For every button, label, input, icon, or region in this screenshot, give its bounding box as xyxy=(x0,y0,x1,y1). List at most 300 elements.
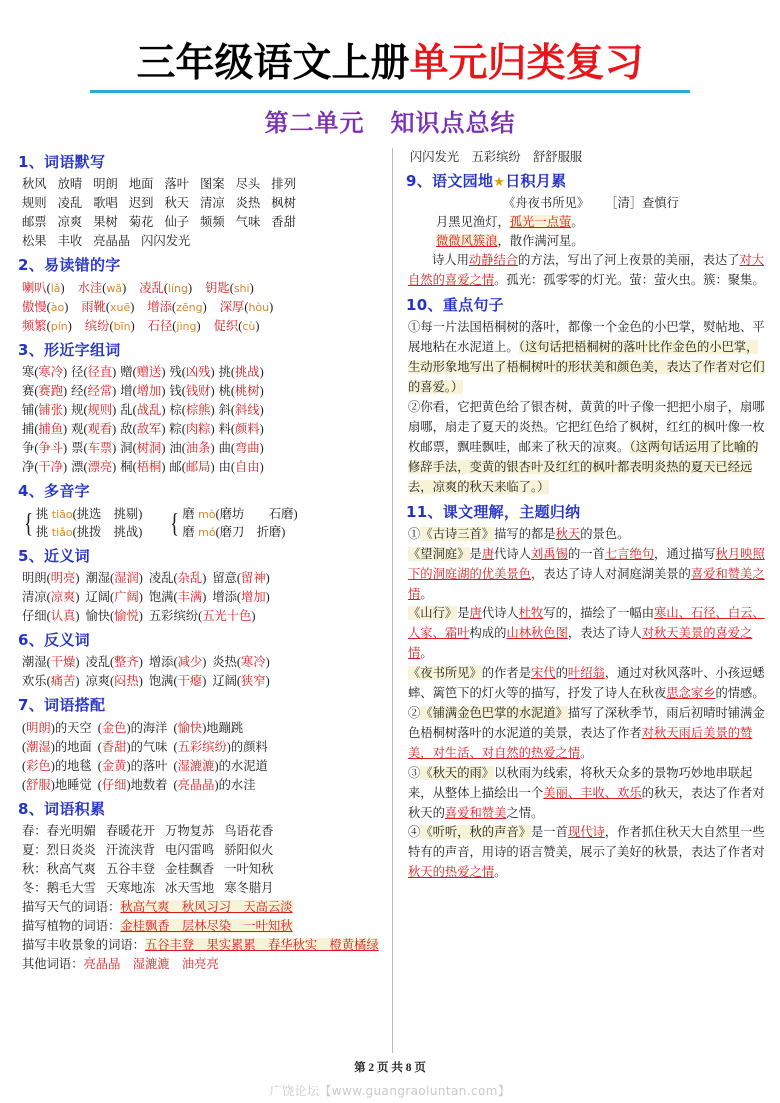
answer-text: 对秋天美景的喜爱之情 xyxy=(408,626,753,661)
paren: ) xyxy=(226,739,231,754)
synonym-term: 潮湿 xyxy=(85,570,111,585)
char-word: 桃树 xyxy=(234,384,260,399)
poem-line xyxy=(406,213,766,232)
pronunciation-item xyxy=(22,281,65,295)
paren: ( xyxy=(236,570,242,585)
char-word: 增加 xyxy=(136,384,162,399)
item-index: ① xyxy=(408,320,421,335)
synonym-answer: 杂乱 xyxy=(177,570,203,585)
category-answer: 秋高气爽 秋风习习 天高云淡 xyxy=(120,900,293,915)
char-word: 赠送 xyxy=(136,365,162,380)
paren: ( xyxy=(230,460,235,475)
paren: ) xyxy=(50,777,55,792)
char-word: 捕鱼 xyxy=(38,422,64,437)
section-heading-7 xyxy=(18,694,381,717)
dictation-word: 明朗 xyxy=(93,177,118,192)
section-heading-9 xyxy=(406,170,766,193)
paren: ( xyxy=(83,403,88,418)
similar-char-row xyxy=(18,439,381,458)
paren: ) xyxy=(63,441,68,456)
antonym-answer: 闷热 xyxy=(114,674,139,689)
answer-text: 对秋天雨后美景的赞美，对生活、对自然的热爱之情 xyxy=(408,725,753,760)
text-title: 《望洞庭》 xyxy=(408,546,470,561)
paren: ( xyxy=(97,777,102,792)
category-answer: 金桂飘香 层林尽染 一叶知秋 xyxy=(120,919,293,934)
season-word: 春光明媚 xyxy=(46,823,96,838)
pronunciation-item xyxy=(78,281,127,295)
body-text: 的景色。 xyxy=(580,526,630,541)
synonym-term: 五彩缤纷 xyxy=(148,608,199,623)
season-word: 秋高气爽 xyxy=(46,862,96,877)
polyphonic-chars-list xyxy=(18,505,381,542)
text-title: 《夜书所见》 xyxy=(408,666,482,681)
season-label: 冬： xyxy=(22,881,47,896)
dictation-row xyxy=(18,194,381,213)
category-answer: 亮晶晶 湿漉漉 油亮亮 xyxy=(83,957,219,972)
section-title-11: 课文理解，主题归纳 xyxy=(442,502,581,521)
paren: ( xyxy=(110,570,115,585)
collocation-noun: 的气味 xyxy=(130,739,168,754)
similar-char-item xyxy=(169,422,214,436)
synonym-term: 仔细 xyxy=(22,608,47,623)
paren: ( xyxy=(83,460,88,475)
char-word: 敌军 xyxy=(136,422,162,437)
collocation-noun: 地睡觉 xyxy=(54,777,92,792)
char-word: 自由 xyxy=(234,460,260,475)
antonym-item xyxy=(149,674,206,688)
answer-text: 秋月映照下的洞庭湖的优美景色 xyxy=(408,546,765,581)
paren: ) xyxy=(210,422,215,437)
collocation-noun: 地数着 xyxy=(130,777,168,792)
mispronounced-chars-list xyxy=(18,279,381,336)
char-word: 挑战 xyxy=(234,365,260,380)
synonym-term: 辽阔 xyxy=(85,589,111,604)
category-label: 描写天气的词语： xyxy=(22,900,121,915)
paren: ( xyxy=(46,299,51,314)
body-text: 。 xyxy=(420,646,433,661)
paren: ) xyxy=(60,280,65,295)
paren: ( xyxy=(181,403,186,418)
season-word: 鹅毛大雪 xyxy=(46,881,96,896)
antonym-item xyxy=(85,655,142,669)
category-label: 描写丰收景象的词语： xyxy=(22,938,145,953)
analysis-text: 的方法，写出了河上夜景的美丽，表达了 xyxy=(518,253,740,268)
dictation-word: 亮晶晶 xyxy=(93,234,131,249)
collocation-noun: 的水洼 xyxy=(218,777,256,792)
synonym-item xyxy=(85,571,142,585)
collocation-noun: 的落叶 xyxy=(130,758,168,773)
similar-char-item xyxy=(120,365,165,379)
poem-block xyxy=(406,194,766,291)
paren: ) xyxy=(265,570,270,585)
pinyin: shi xyxy=(233,281,250,295)
base-char: 捕 xyxy=(22,422,35,437)
similar-char-row xyxy=(18,420,381,439)
collocation-item xyxy=(173,721,243,735)
synonym-item xyxy=(149,571,206,585)
item-index: ① xyxy=(408,526,421,541)
char-word: 梧桐 xyxy=(136,460,162,475)
dictation-word: 迟到 xyxy=(128,196,154,211)
poem-highlight: 微微风簇浪 xyxy=(436,234,498,249)
paren: ) xyxy=(161,422,166,437)
season-row xyxy=(18,860,381,879)
char-word: 钱财 xyxy=(185,384,211,399)
polyphonic-char: 挑 xyxy=(35,506,49,521)
paren: ( xyxy=(34,422,39,437)
pinyin: lǎ xyxy=(50,281,61,295)
season-row xyxy=(18,822,381,841)
antonym-answer: 干瘪 xyxy=(177,674,203,689)
synonym-answer: 留神 xyxy=(241,570,266,585)
char-word: 径直 xyxy=(87,365,113,380)
season-word: 金桂飘香 xyxy=(165,862,215,877)
synonym-item xyxy=(22,590,79,604)
comprehension-item xyxy=(406,704,766,764)
paren: ) xyxy=(126,739,131,754)
paren: ) xyxy=(63,460,68,475)
item-index: ② xyxy=(408,400,421,415)
section-heading-10 xyxy=(406,294,766,317)
collocation-answer: 五彩缤纷 xyxy=(177,739,227,754)
paren: ( xyxy=(34,403,39,418)
paren: ) xyxy=(210,441,215,456)
pronunciation-word: 水洼 xyxy=(77,280,103,295)
paren: ( xyxy=(46,674,51,689)
section-number-6: 6、 xyxy=(18,630,45,649)
paren: ) xyxy=(138,655,143,670)
paren: ) xyxy=(63,365,68,380)
answer-text: 杜牧 xyxy=(518,606,544,621)
antonym-item xyxy=(149,655,206,669)
text-title: 《铺满金色巴掌的水泥道》 xyxy=(420,706,568,720)
comprehension-item xyxy=(406,664,766,704)
char-word: 争斗 xyxy=(38,441,64,456)
pronunciation-word: 钥匙 xyxy=(205,280,230,295)
collocation-answer: 潮湿 xyxy=(26,739,51,754)
dictation-word: 凌乱 xyxy=(57,196,83,211)
pronunciation-word: 石径 xyxy=(147,318,173,333)
collocation-row xyxy=(18,776,381,795)
pinyin: mò xyxy=(194,507,216,521)
paren: ( xyxy=(132,384,137,399)
body-text: ，通过描写 xyxy=(654,546,716,561)
char-word: 邮局 xyxy=(185,460,211,475)
paren: ( xyxy=(230,403,235,418)
pinyin: wā xyxy=(106,281,123,295)
section-title-8: 词语积累 xyxy=(44,799,106,818)
antonym-item xyxy=(212,655,269,669)
paren: ) xyxy=(188,280,193,295)
similar-char-item xyxy=(71,403,116,417)
answer-text: 山林秋色图 xyxy=(506,626,568,641)
answer-text: 寒山、石径、白云、人家、霜叶 xyxy=(408,606,765,641)
paren: ) xyxy=(259,460,264,475)
analysis-text: 。孤光：孤零零的灯光。萤：萤火虫。簇：聚集。 xyxy=(494,273,765,288)
similar-char-item xyxy=(120,422,165,436)
similar-char-item xyxy=(219,384,264,398)
synonym-item xyxy=(85,590,142,604)
body-text: 的 xyxy=(555,666,568,681)
pronunciation-item xyxy=(214,319,260,333)
collocation-item xyxy=(98,778,168,792)
page-title xyxy=(0,41,780,86)
category-answer: 五谷丰登 果实累累 春华秋实 橙黄橘绿 xyxy=(144,938,379,953)
pinyin: pín xyxy=(50,319,68,333)
dictation-word: 枫树 xyxy=(271,196,296,211)
poem-author: ［清］查慎行 xyxy=(605,196,679,211)
season-label: 秋： xyxy=(22,862,47,877)
paren: ) xyxy=(251,608,256,623)
collocation-item xyxy=(22,721,92,735)
antonym-answer: 寒冷 xyxy=(241,655,266,670)
body-text: 代诗人 xyxy=(494,546,532,561)
paren: ( xyxy=(132,422,137,437)
section-title-3: 形近字组词 xyxy=(44,340,121,359)
section-title-2: 易读错的字 xyxy=(44,256,121,275)
pinyin: líng xyxy=(167,281,188,295)
paren: ) xyxy=(75,655,80,670)
page-title-black: 三年级语文上册 xyxy=(136,41,410,86)
paren: ) xyxy=(265,674,270,689)
paren: ( xyxy=(110,589,115,604)
similar-char-item xyxy=(71,422,116,436)
collocation-item xyxy=(173,740,267,754)
text-title: 《山行》 xyxy=(408,606,458,621)
synonym-term: 明朗 xyxy=(22,570,47,585)
char-word: 弯曲 xyxy=(234,441,260,456)
collocation-noun: 地蹦跳 xyxy=(206,720,244,735)
dictation-word: 菊花 xyxy=(128,215,154,230)
section-heading-6 xyxy=(18,629,381,652)
paren: ) xyxy=(259,422,264,437)
paren: ) xyxy=(161,384,166,399)
poem-text: ，散作满河星。 xyxy=(497,234,584,249)
watermark: 广饶论坛【www.guangraoluntan.com】 xyxy=(269,1084,511,1098)
synonym-answer: 愉悦 xyxy=(114,608,139,623)
synonym-item xyxy=(22,609,79,623)
pinyin: zēng xyxy=(176,300,203,314)
similar-char-item xyxy=(169,365,214,379)
comprehension-item xyxy=(406,545,766,605)
text-title: 《古诗三首》 xyxy=(420,526,495,541)
antonym-item xyxy=(22,674,79,688)
polyphonic-char: 磨 xyxy=(182,506,195,521)
section-heading-1 xyxy=(18,151,381,174)
synonym-term: 愉快 xyxy=(85,608,111,623)
paren: ) xyxy=(50,720,55,735)
collocation-answer: 金黄 xyxy=(101,758,127,773)
paren: ( xyxy=(83,365,88,380)
paren: ) xyxy=(75,674,80,689)
paren: ( xyxy=(132,441,137,456)
base-char: 棕 xyxy=(169,403,182,418)
base-char: 铺 xyxy=(22,403,35,418)
pronunciation-item xyxy=(85,319,135,333)
key-sentence xyxy=(406,398,766,498)
similar-char-item xyxy=(120,460,165,474)
body-text: 。 xyxy=(494,865,507,880)
dictation-word: 落叶 xyxy=(164,177,190,192)
pronunciation-word: 频繁 xyxy=(22,318,47,333)
similar-char-item xyxy=(120,441,165,455)
pronunciation-item xyxy=(22,319,72,333)
paren: ) xyxy=(259,441,264,456)
category-label: 描写植物的词语： xyxy=(22,919,121,934)
body-text: ，通过对秋风落叶、小孩逗蟋蟀、篱笆下的灯火等的描写，抒发了诗人在秋夜 xyxy=(408,666,765,701)
paren: ( xyxy=(181,365,186,380)
comprehension-item xyxy=(406,764,766,824)
paren: ( xyxy=(34,460,39,475)
paren: ( xyxy=(132,403,137,418)
paren: ) xyxy=(63,384,68,399)
pronunciation-row xyxy=(18,298,381,317)
body-text: 。 xyxy=(420,586,433,601)
paren: ( xyxy=(110,674,115,689)
antonym-term: 凉爽 xyxy=(85,674,111,689)
answer-text: 唐 xyxy=(469,606,482,621)
answer-text: 秋天 xyxy=(555,526,581,541)
season-word: 万物复苏 xyxy=(165,823,215,838)
collocation-item xyxy=(22,759,92,773)
dictation-word: 秋天 xyxy=(164,196,190,211)
collocation-noun: 的水泥道 xyxy=(218,758,268,773)
paren: ( xyxy=(173,758,178,773)
body-text: ，表达了诗人 xyxy=(567,626,642,641)
body-text: 描写的都是 xyxy=(494,526,556,541)
paren: ( xyxy=(109,318,114,333)
paren: ) xyxy=(63,422,68,437)
paren: ) xyxy=(249,280,254,295)
paren: ( xyxy=(97,720,102,735)
poem-text: 。 xyxy=(571,215,584,230)
antonym-term: 增添 xyxy=(148,655,174,670)
paren: ( xyxy=(173,739,178,754)
similar-char-item xyxy=(219,403,264,417)
antonym-term: 辽阔 xyxy=(212,674,237,689)
pronunciation-word: 深厚 xyxy=(219,299,245,314)
base-char: 邮 xyxy=(169,460,182,475)
collocation-row xyxy=(18,757,381,776)
season-row xyxy=(18,879,381,898)
pronunciation-item xyxy=(205,281,254,295)
word-dictation-list xyxy=(18,175,381,251)
poem-line xyxy=(406,232,766,251)
synonym-term: 凌乱 xyxy=(148,570,174,585)
paren: ) xyxy=(259,365,264,380)
section-title-10: 重点句子 xyxy=(442,296,504,315)
base-char: 油 xyxy=(169,441,182,456)
paren: ( xyxy=(72,506,77,521)
synonyms-list xyxy=(18,569,381,626)
dictation-row xyxy=(18,232,381,251)
paren: ) xyxy=(161,460,166,475)
body-text: 是一首 xyxy=(531,825,568,840)
answer-text: 刘禹锡 xyxy=(531,546,568,561)
body-text: ，表达了诗人对洞庭湖美景的 xyxy=(530,566,691,581)
section-title-7: 词语搭配 xyxy=(44,696,106,715)
collocation-noun: 的地面 xyxy=(54,739,92,754)
paren: ) xyxy=(122,280,127,295)
similar-char-item xyxy=(169,384,214,398)
season-word: 烈日炎炎 xyxy=(46,843,96,858)
paren: ) xyxy=(112,460,117,475)
paren: ( xyxy=(46,570,51,585)
similar-char-item xyxy=(22,403,67,417)
paren: ( xyxy=(46,280,51,295)
paren: ) xyxy=(126,777,131,792)
section-title-5: 近义词 xyxy=(44,546,90,565)
polyphonic-row xyxy=(182,523,297,542)
polyphonic-row xyxy=(36,523,142,542)
paren: ( xyxy=(181,422,186,437)
paren: ( xyxy=(172,318,177,333)
base-char: 残 xyxy=(169,365,182,380)
antonym-item xyxy=(22,655,79,669)
collocation-answer: 湿漉漉 xyxy=(177,758,215,773)
answer-text: 叶绍翁 xyxy=(567,666,605,681)
paren: ) xyxy=(112,403,117,418)
base-char: 由 xyxy=(218,460,231,475)
pronunciation-word: 缤纷 xyxy=(84,318,110,333)
synonym-answer: 增加 xyxy=(241,589,266,604)
pronunciation-word: 傲慢 xyxy=(22,299,47,314)
paren: ) xyxy=(202,570,207,585)
collocation-item xyxy=(98,721,168,735)
paren: ( xyxy=(102,280,107,295)
paren: ) xyxy=(202,299,207,314)
body-text: 以秋雨为线索，将秋天众多的景物巧妙地串联起来，从整体上描绘出一个 xyxy=(408,765,753,800)
paren: ) xyxy=(138,506,143,521)
polyphonic-char: 挑 xyxy=(35,525,49,540)
paren: ) xyxy=(265,589,270,604)
analysis-highlight: 对大自然的喜爱之情 xyxy=(408,253,765,288)
paren: ( xyxy=(244,299,249,314)
subtitle-unit: 第二单元 xyxy=(264,108,365,137)
paren: ) xyxy=(75,589,80,604)
paren: ) xyxy=(269,299,274,314)
collocation-item xyxy=(22,740,92,754)
similar-char-row xyxy=(18,382,381,401)
body-text: ，作者抓住秋天大自然里一些特有的声音，用诗的语言赞美，展示了美好的秋景，表达了作者对 xyxy=(408,825,765,860)
text-comprehension-list xyxy=(406,525,766,883)
similar-char-row xyxy=(18,458,381,477)
collocations-list xyxy=(18,719,381,795)
paren: ) xyxy=(255,318,260,333)
section-number-9: 9、 xyxy=(406,171,433,190)
paren: ( xyxy=(181,441,186,456)
polyphonic-rows xyxy=(36,505,142,542)
paren: ( xyxy=(238,318,243,333)
base-char: 净 xyxy=(22,460,35,475)
item-index: ② xyxy=(408,706,421,720)
paren: ( xyxy=(172,299,177,314)
page-footer: 第 2 页 共 8 页 xyxy=(354,1062,426,1074)
pinyin: tiāo xyxy=(48,507,73,521)
char-word: 观看 xyxy=(87,422,113,437)
pinyin: mó xyxy=(194,526,216,540)
synonym-answer: 凉爽 xyxy=(50,589,76,604)
synonym-term: 饱满 xyxy=(148,589,174,604)
antonym-item xyxy=(212,674,269,688)
char-word: 赛跑 xyxy=(38,384,64,399)
paren: ) xyxy=(112,365,117,380)
similar-char-row xyxy=(18,401,381,420)
content-columns xyxy=(0,148,780,1053)
synonym-term: 增添 xyxy=(212,589,237,604)
body-text: 的一首 xyxy=(567,546,605,561)
paren: ( xyxy=(46,589,51,604)
